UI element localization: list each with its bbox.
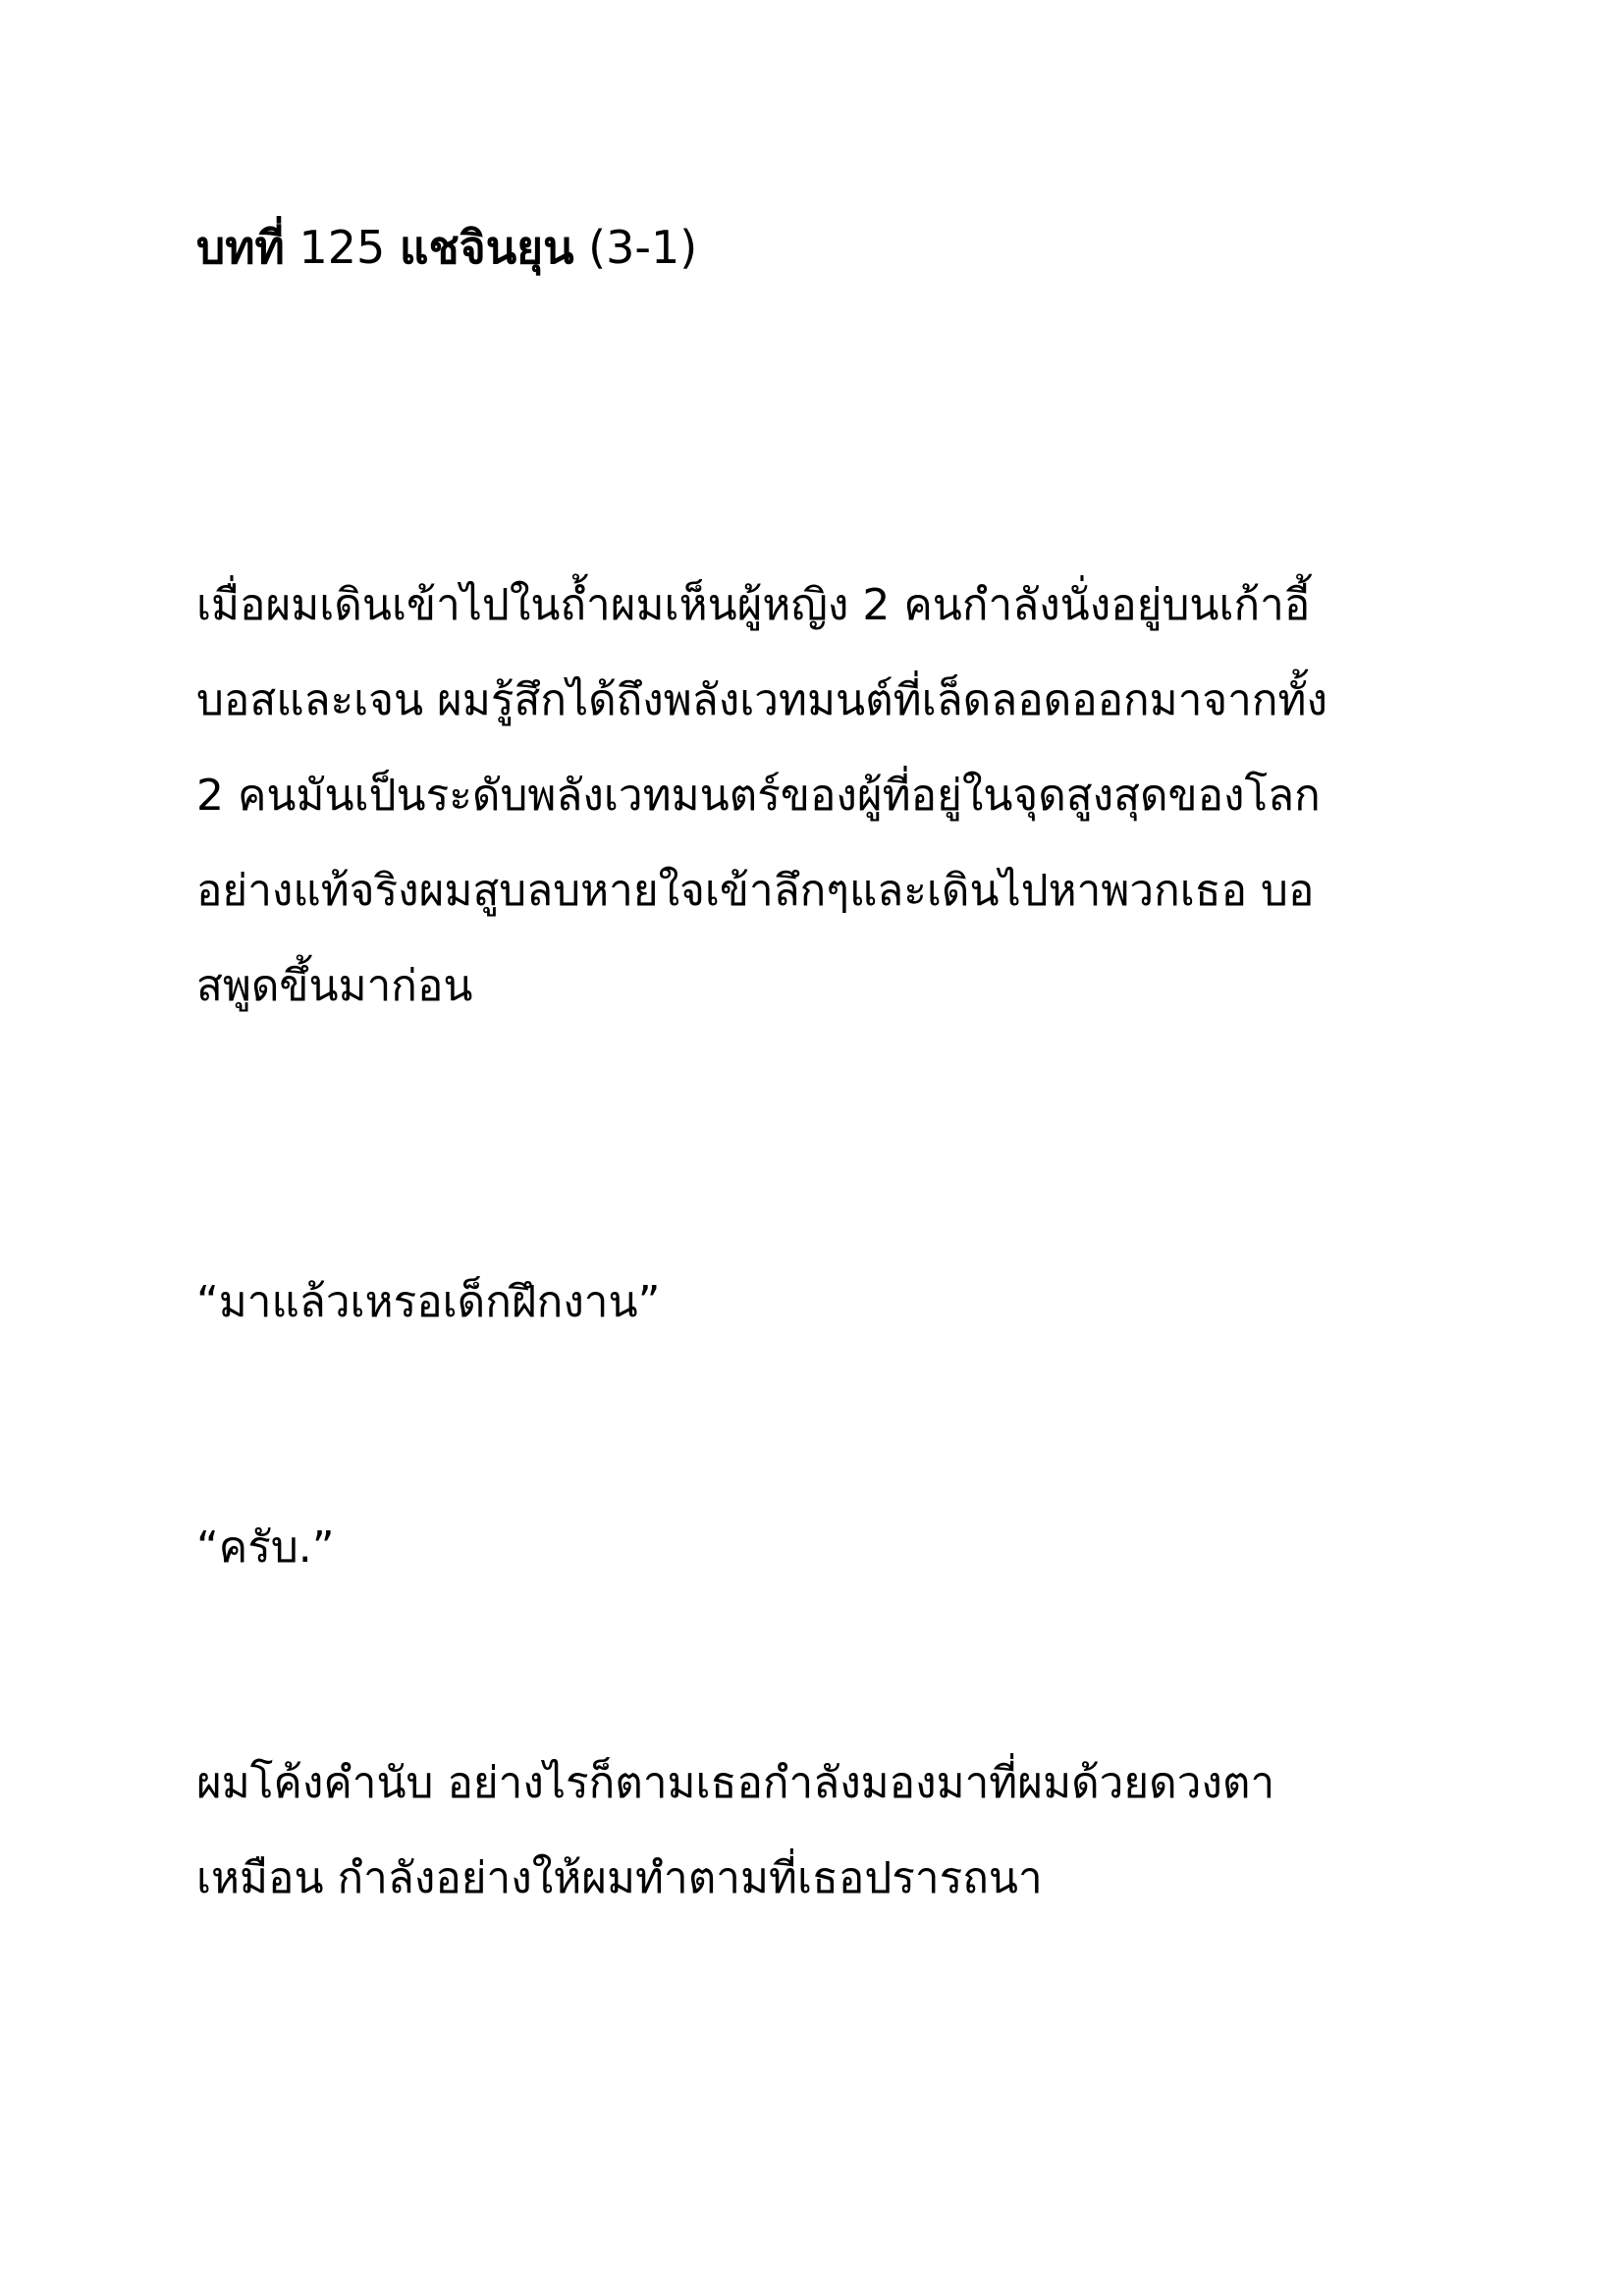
paragraph-line: เมื่อผมเดินเข้าไปในถ้ำผมเห็นผู้หญิง 2 คนกำลังนั่งอยู่บนเก้าอี้ bbox=[196, 580, 1311, 630]
chapter-number: 125 bbox=[284, 221, 400, 274]
paragraph-narration-2 bbox=[196, 1735, 1274, 1926]
paragraph-line: อย่างแท้จริงผมสูบลบหายใจเข้าลึกๆและเดินไปหาพวกเธอ บอ bbox=[196, 866, 1315, 916]
paragraph-line: บอสและเจน ผมรู้สึกได้ถึงพลังเวทมนต์ที่เล็ดลอดออกมาจากทั้ง bbox=[196, 675, 1328, 725]
chapter-part: (3-1) bbox=[573, 221, 698, 274]
chapter-prefix: บทที่ bbox=[196, 221, 285, 274]
chapter-title bbox=[196, 218, 697, 277]
dialogue-text: “ครับ.” bbox=[196, 1522, 335, 1573]
paragraph-line: ผมโค้งคำนับ อย่างไรก็ตามเธอกำลังมองมาที่ผมด้วยดวงตา bbox=[196, 1758, 1275, 1808]
dialogue-line-1 bbox=[196, 1255, 660, 1350]
paragraph-line: สพูดขึ้นมาก่อน bbox=[196, 961, 473, 1011]
paragraph-line: เหมือน กำลังอย่างให้ผมทำตามที่เธอปรารถนา bbox=[196, 1853, 1043, 1903]
dialogue-line-2 bbox=[196, 1500, 335, 1595]
paragraph-narration-1 bbox=[196, 558, 1327, 1034]
paragraph-line: 2 คนมันเป็นระดับพลังเวทมนตร์ของผู้ที่อยู่ในจุดสูงสุดของโลก bbox=[196, 771, 1321, 821]
dialogue-text: “มาแล้วเหรอเด็กฝึกงาน” bbox=[196, 1277, 661, 1327]
chapter-name: แชจินยุน bbox=[399, 221, 574, 274]
